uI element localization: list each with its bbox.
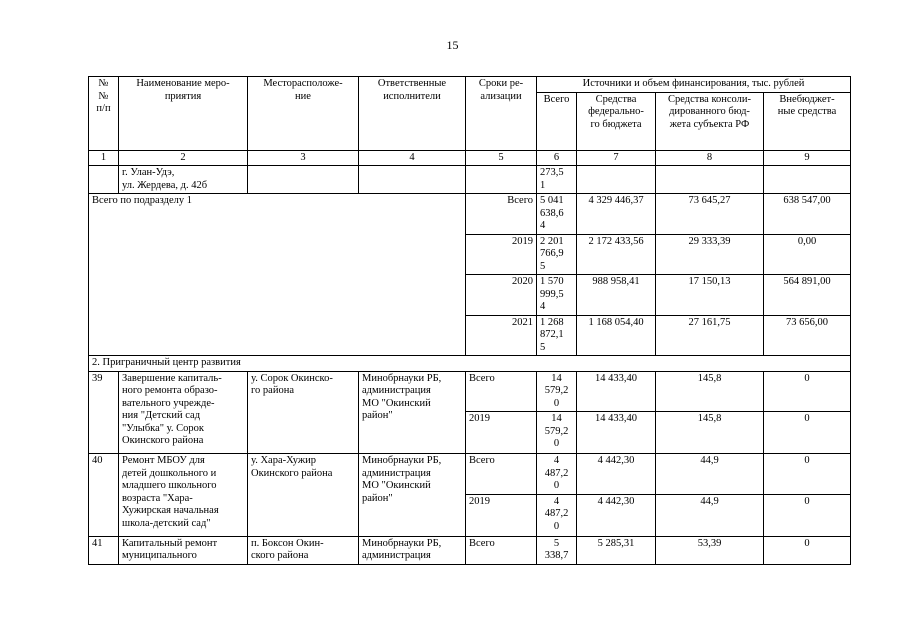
item-location: п. Боксон Окин- ского района [248, 536, 359, 564]
item-consolidated: 53,39 [656, 536, 764, 564]
page-number: 15 [446, 38, 459, 52]
col-number: 8 [656, 150, 764, 166]
financing-table [88, 76, 851, 565]
item-num: 39 [89, 371, 119, 454]
section-row [89, 356, 851, 372]
subtotal-extra: 0,00 [764, 234, 851, 275]
subtotal-total: 2 201 766,9 5 [537, 234, 577, 275]
item-responsible: Минобрнауки РБ, администрация МО "Окинский район" [359, 454, 466, 537]
col-number: 7 [577, 150, 656, 166]
item-term: 2019 [466, 412, 537, 454]
cont-name: г. Улан-Удэ, ул. Жердева, д. 42б [119, 166, 248, 194]
item-extra: 0 [764, 494, 851, 536]
col-number: 3 [248, 150, 359, 166]
header-funding: Источники и объем финансирования, тыс. рублей [537, 77, 851, 93]
subtotal-term: Всего [466, 194, 537, 235]
header-responsible: Ответственные исполнители [359, 77, 466, 151]
item-term: Всего [466, 371, 537, 412]
item-consolidated: 145,8 [656, 412, 764, 454]
subtotal-total: 5 041 638,6 4 [537, 194, 577, 235]
header-consolidated: Средства консоли- дированного бюд- жета субъекта РФ [656, 92, 764, 150]
subtotal-row [89, 194, 851, 235]
item-responsible: Минобрнауки РБ, администрация МО "Окинский район" [359, 371, 466, 454]
item-location: у. Сорок Окинско- го района [248, 371, 359, 454]
item-extra: 0 [764, 412, 851, 454]
cont-total: 273,5 1 [537, 166, 577, 194]
item-total: 4 487,2 0 [537, 454, 577, 495]
table-row [89, 371, 851, 412]
item-term: Всего [466, 454, 537, 495]
continuation-row [89, 166, 851, 194]
col-number: 5 [466, 150, 537, 166]
section-title: 2. Приграничный центр развития [89, 356, 851, 372]
item-term: Всего [466, 536, 537, 564]
subtotal-extra: 564 891,00 [764, 275, 851, 316]
item-total: 4 487,2 0 [537, 494, 577, 536]
item-consolidated: 44,9 [656, 494, 764, 536]
item-term: 2019 [466, 494, 537, 536]
subtotal-extra: 638 547,00 [764, 194, 851, 235]
item-total: 14 579,2 0 [537, 412, 577, 454]
item-name: Завершение капиталь- ного ремонта образо- вательного учрежде- ния "Детский сад "Улыбка" у. Сорок Окинского района [119, 371, 248, 454]
item-name: Капитальный ремонт муниципального [119, 536, 248, 564]
item-total: 14 579,2 0 [537, 371, 577, 412]
col-number: 2 [119, 150, 248, 166]
subtotal-term: 2019 [466, 234, 537, 275]
item-name: Ремонт МБОУ для детей дошкольного и младшего школьного возраста "Хара- Хужирская начальная школа-детский сад" [119, 454, 248, 537]
subtotal-federal: 1 168 054,40 [577, 315, 656, 356]
header-location: Месторасположе- ние [248, 77, 359, 151]
item-federal: 4 442,30 [577, 454, 656, 495]
item-extra: 0 [764, 536, 851, 564]
header-name: Наименование меро- приятия [119, 77, 248, 151]
subtotal-federal: 4 329 446,37 [577, 194, 656, 235]
subtotal-total: 1 570 999,5 4 [537, 275, 577, 316]
subtotal-extra: 73 656,00 [764, 315, 851, 356]
item-extra: 0 [764, 454, 851, 495]
item-location: у. Хара-Хужир Окинского района [248, 454, 359, 537]
col-number: 4 [359, 150, 466, 166]
item-consolidated: 44,9 [656, 454, 764, 495]
subtotal-federal: 2 172 433,56 [577, 234, 656, 275]
item-federal: 14 433,40 [577, 371, 656, 412]
subtotal-term: 2020 [466, 275, 537, 316]
header-extra: Внебюджет- ные средства [764, 92, 851, 150]
table-row [89, 454, 851, 495]
header-federal: Средства федерально- го бюджета [577, 92, 656, 150]
header-terms: Сроки ре- ализации [466, 77, 537, 151]
col-number: 1 [89, 150, 119, 166]
col-number: 9 [764, 150, 851, 166]
subtotal-consolidated: 17 150,13 [656, 275, 764, 316]
subtotal-federal: 988 958,41 [577, 275, 656, 316]
item-federal: 5 285,31 [577, 536, 656, 564]
col-number: 6 [537, 150, 577, 166]
item-federal: 14 433,40 [577, 412, 656, 454]
subtotal-total: 1 268 872,1 5 [537, 315, 577, 356]
column-numbers-row [89, 150, 851, 166]
subtotal-label: Всего по подразделу 1 [89, 194, 466, 356]
subtotal-term: 2021 [466, 315, 537, 356]
item-extra: 0 [764, 371, 851, 412]
item-responsible: Минобрнауки РБ, администрация [359, 536, 466, 564]
item-consolidated: 145,8 [656, 371, 764, 412]
item-num: 40 [89, 454, 119, 537]
item-federal: 4 442,30 [577, 494, 656, 536]
item-num: 41 [89, 536, 119, 564]
table-row [89, 536, 851, 564]
subtotal-consolidated: 73 645,27 [656, 194, 764, 235]
subtotal-consolidated: 29 333,39 [656, 234, 764, 275]
header-num: № № п/п [89, 77, 119, 151]
subtotal-consolidated: 27 161,75 [656, 315, 764, 356]
item-total: 5 338,7 [537, 536, 577, 564]
header-total: Всего [537, 92, 577, 150]
